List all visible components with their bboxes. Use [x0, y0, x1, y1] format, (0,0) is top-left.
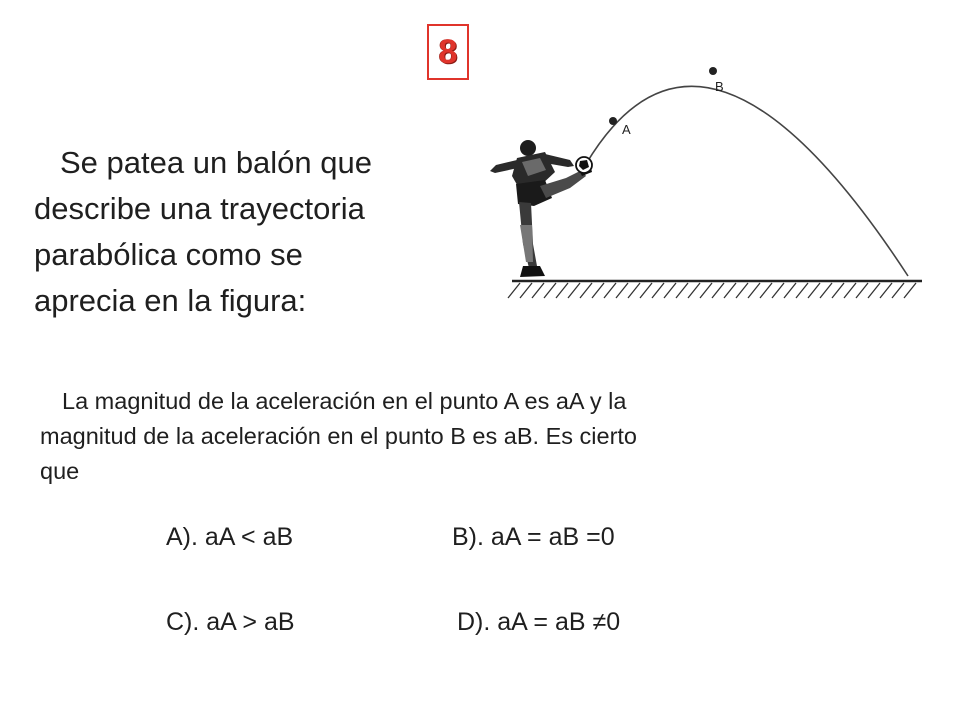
slide-number-badge — [427, 24, 469, 80]
option-b[interactable]: B). aA = aB =0 — [452, 523, 615, 551]
question-text — [40, 384, 920, 489]
trajectory-curve — [586, 86, 908, 276]
option-a[interactable]: A). aA < aB — [166, 523, 294, 551]
intro-line-2: describe una trayectoria — [34, 191, 365, 226]
soccer-player-icon — [490, 140, 592, 277]
point-a-marker — [609, 117, 617, 125]
trajectory-figure — [490, 55, 930, 315]
option-d[interactable]: D). aA = aB ≠0 — [457, 608, 621, 636]
intro-text — [34, 140, 464, 324]
question-line-1: La magnitud de la aceleración en el punto A es aA y la — [62, 388, 627, 414]
ground-hatching — [508, 283, 916, 298]
slide-number: 8 — [438, 32, 458, 71]
question-line-3: que — [40, 458, 80, 484]
point-b-label: B — [715, 79, 724, 94]
intro-line-1: Se patea un balón que — [60, 145, 372, 180]
point-a-label: A — [622, 122, 631, 137]
intro-line-4: aprecia en la figura: — [34, 283, 307, 318]
point-b-marker — [709, 67, 717, 75]
intro-line-3: parabólica como se — [34, 237, 303, 272]
question-line-2: magnitud de la aceleración en el punto B es aB. Es cierto — [40, 423, 638, 449]
option-c[interactable]: C). aA > aB — [166, 608, 295, 636]
